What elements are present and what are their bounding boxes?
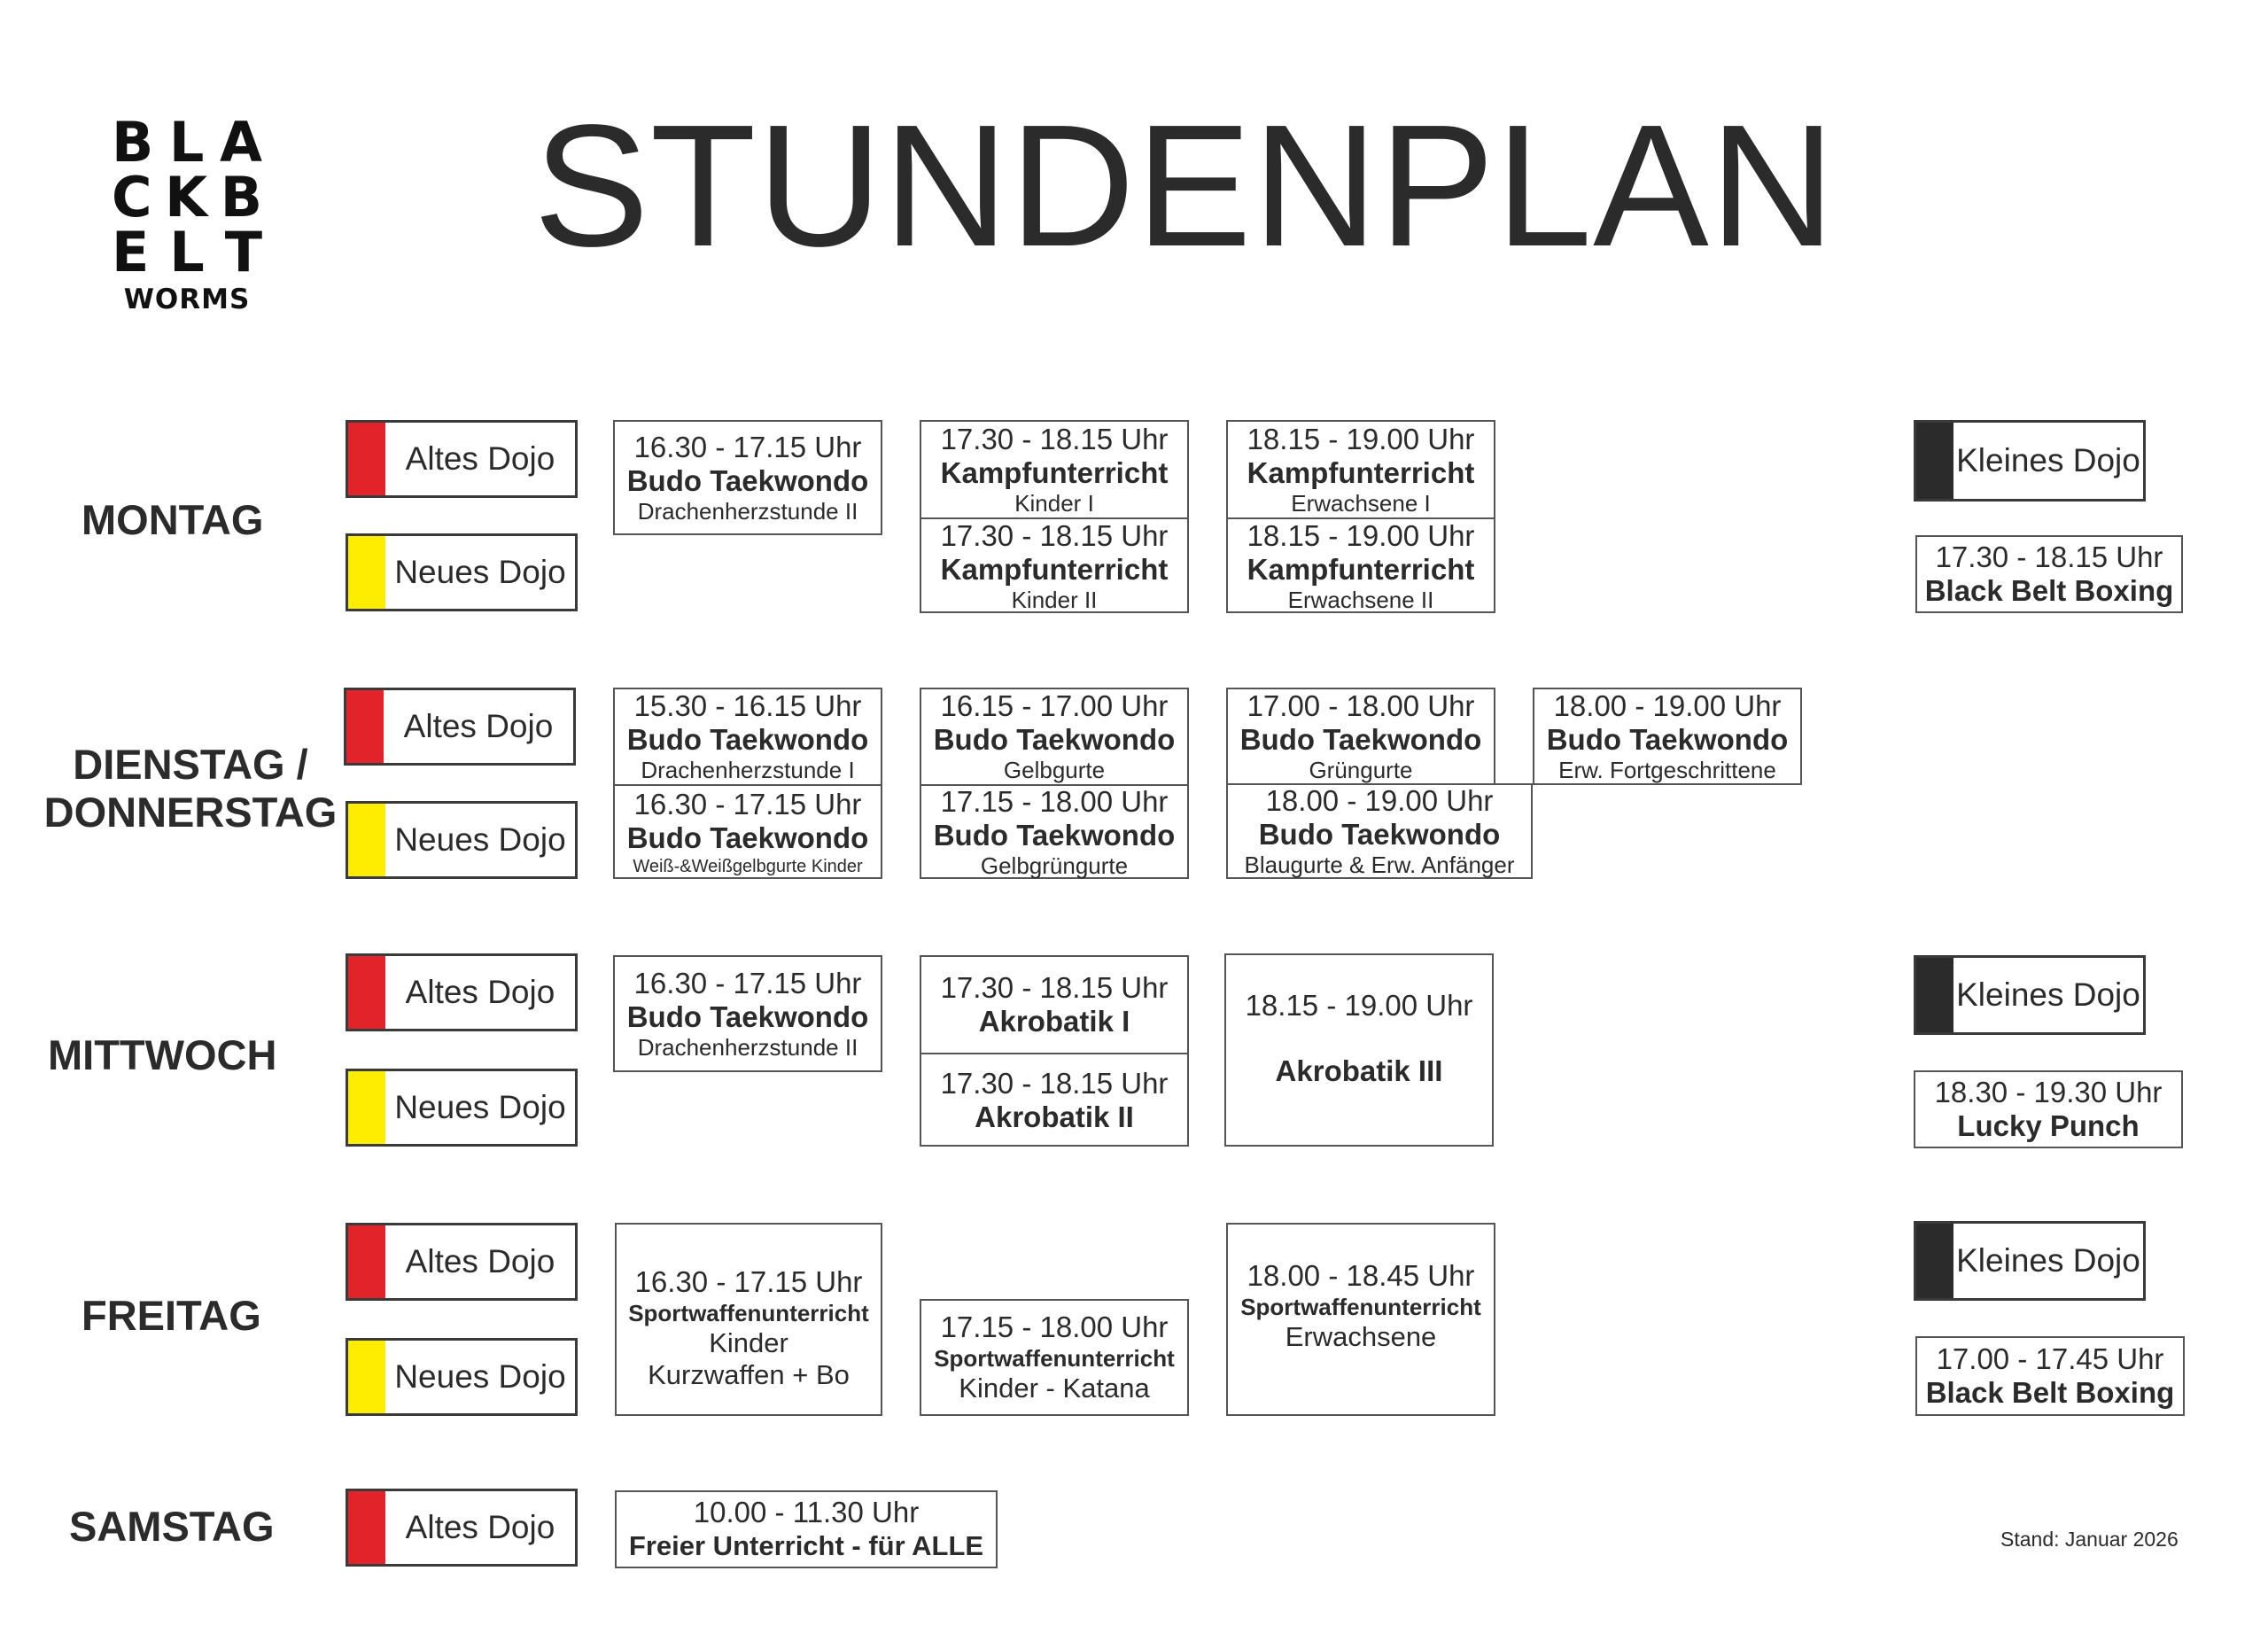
class-group: Erwachsene I (1291, 489, 1431, 517)
class-name: Akrobatik I (978, 1005, 1130, 1038)
room-label: Neues Dojo (394, 1358, 566, 1395)
class-time: 18.15 - 19.00 Uhr (1245, 989, 1473, 1022)
color-swatch (348, 956, 385, 1029)
class-group: Weiß-&Weißgelbgurte Kinder (633, 856, 863, 876)
class-time: 18.00 - 19.00 Uhr (1265, 783, 1494, 817)
class-time: 18.30 - 19.30 Uhr (1934, 1076, 2163, 1108)
class-time: 17.30 - 18.15 Uhr (940, 1067, 1169, 1100)
logo-letter: K (165, 165, 208, 229)
class-group: Gelbgurte (1003, 757, 1106, 783)
room-label: Kleines Dojo (1956, 442, 2140, 478)
day-mittwoch: MITTWOCH (48, 1031, 277, 1078)
logo-letter: B (220, 165, 262, 229)
class-group: Kinder (709, 1327, 788, 1358)
room-label: Kleines Dojo (1956, 976, 2140, 1013)
room-kleines-dojo (1914, 1221, 2146, 1301)
class-name: Kampfunterricht (1247, 552, 1475, 586)
class-name: Sportwaffenunterricht (1240, 1294, 1481, 1320)
room-altes-dojo (346, 1223, 578, 1301)
class-group: Drachenherzstunde II (637, 497, 858, 525)
room-label: Neues Dojo (394, 554, 566, 590)
logo-city: WORMS (123, 284, 251, 315)
room-altes-dojo (344, 688, 576, 766)
class-time: 18.00 - 18.45 Uhr (1247, 1259, 1475, 1292)
room-label: Neues Dojo (394, 1089, 566, 1125)
class-name: Budo Taekwondo (1546, 722, 1789, 756)
class-box (1224, 953, 1494, 1147)
color-swatch (348, 1341, 385, 1413)
class-group: Erwachsene II (1287, 586, 1434, 613)
class-time: 17.30 - 18.15 Uhr (940, 971, 1169, 1004)
class-name: Budo Taekwondo (626, 820, 869, 854)
class-name: Budo Taekwondo (1258, 817, 1501, 851)
class-box (1226, 783, 1533, 879)
class-time: 17.30 - 18.15 Uhr (940, 518, 1169, 552)
logo-letter: B (112, 110, 154, 175)
class-name: Kampfunterricht (940, 552, 1169, 586)
room-neues-dojo (346, 1338, 578, 1416)
class-time: 17.30 - 18.15 Uhr (1935, 541, 2163, 573)
class-box (613, 688, 882, 879)
logo-letter: E (112, 220, 150, 284)
day-donnerstag: DONNERSTAG (43, 789, 338, 836)
room-kleines-dojo (1914, 955, 2146, 1035)
class-group: Blaugurte & Erw. Anfänger (1244, 851, 1515, 878)
room-label: Altes Dojo (405, 440, 555, 477)
day-samstag: SAMSTAG (69, 1503, 275, 1550)
class-name: Lucky Punch (1957, 1109, 2140, 1142)
color-swatch (348, 423, 385, 495)
room-label: Kleines Dojo (1956, 1242, 2140, 1279)
day-dienstag: DIENSTAG / (73, 741, 308, 788)
room-neues-dojo (346, 801, 578, 879)
class-time: 17.15 - 18.00 Uhr (940, 785, 1169, 818)
class-box (920, 1299, 1189, 1416)
room-label: Altes Dojo (405, 974, 555, 1010)
class-name: Budo Taekwondo (933, 723, 1176, 756)
color-swatch (1916, 423, 1953, 499)
class-group: Erw. Fortgeschrittene (1558, 756, 1776, 783)
class-name: Budo Taekwondo (1239, 722, 1482, 756)
class-box (920, 420, 1189, 613)
color-swatch (348, 1071, 385, 1144)
class-name: Budo Taekwondo (626, 999, 869, 1033)
class-time: 17.00 - 17.45 Uhr (1936, 1342, 2164, 1375)
class-box (613, 955, 882, 1072)
class-name: Black Belt Boxing (1925, 1376, 2175, 1409)
class-time: 16.30 - 17.15 Uhr (634, 1265, 863, 1298)
class-time: 17.15 - 18.00 Uhr (940, 1310, 1169, 1343)
class-box (1226, 688, 1495, 785)
room-kleines-dojo (1914, 420, 2146, 502)
class-box (1914, 1070, 2183, 1148)
class-box (1226, 1223, 1495, 1416)
class-group: Erwachsene (1285, 1321, 1437, 1352)
class-box (615, 1490, 998, 1568)
class-group: Kinder II (1011, 586, 1098, 613)
class-name: Sportwaffenunterricht (934, 1345, 1175, 1372)
logo-letter: L (168, 110, 205, 175)
class-box (613, 420, 882, 535)
logo-letter: T (224, 220, 262, 284)
class-group: Gelbgrüngurte (980, 852, 1129, 879)
class-name: Budo Taekwondo (626, 463, 869, 497)
class-box (1915, 535, 2183, 613)
class-time: 16.15 - 17.00 Uhr (940, 689, 1169, 722)
class-name: Budo Taekwondo (626, 723, 869, 756)
class-box (1533, 688, 1802, 785)
class-time: 18.00 - 19.00 Uhr (1553, 688, 1782, 722)
class-time: 18.15 - 19.00 Uhr (1247, 422, 1475, 455)
logo-letter: L (169, 220, 205, 284)
class-name: Kampfunterricht (1247, 455, 1475, 489)
class-time: 16.30 - 17.15 Uhr (633, 430, 862, 463)
room-altes-dojo (346, 1489, 578, 1567)
class-box (1226, 420, 1495, 613)
color-swatch (348, 1491, 385, 1564)
class-detail: Kurzwaffen + Bo (648, 1359, 850, 1390)
room-label: Altes Dojo (405, 1509, 555, 1545)
logo-letter: C (112, 165, 152, 229)
class-box (920, 688, 1189, 879)
room-label: Altes Dojo (405, 1243, 555, 1279)
class-time: 16.30 - 17.15 Uhr (633, 966, 862, 999)
day-dienstag-donnerstag (35, 741, 346, 836)
page-title: STUNDENPLAN (533, 89, 1837, 283)
class-name: Akrobatik III (1275, 1054, 1443, 1087)
room-altes-dojo (346, 953, 578, 1031)
color-swatch (348, 1225, 385, 1298)
color-swatch (1916, 1224, 1953, 1298)
class-name: Black Belt Boxing (1924, 574, 2174, 607)
class-group: Drachenherzstunde I (641, 757, 855, 783)
class-time: 16.30 - 17.15 Uhr (633, 787, 862, 820)
class-name: Akrobatik II (975, 1100, 1134, 1133)
day-montag: MONTAG (82, 496, 264, 543)
class-group: Grüngurte (1309, 756, 1413, 783)
color-swatch (348, 804, 385, 876)
class-box (1915, 1336, 2185, 1416)
class-name: Sportwaffenunterricht (628, 1300, 869, 1326)
logo-letter: A (220, 110, 262, 175)
class-time: 17.30 - 18.15 Uhr (940, 422, 1169, 455)
stand-date: Stand: Januar 2026 (2000, 1528, 2179, 1551)
color-swatch (348, 536, 385, 609)
room-altes-dojo (346, 420, 578, 498)
class-group: Kinder I (1014, 489, 1094, 517)
class-time: 15.30 - 16.15 Uhr (633, 689, 862, 722)
class-time: 10.00 - 11.30 Uhr (693, 1496, 920, 1528)
room-label: Altes Dojo (403, 708, 554, 744)
class-box (615, 1223, 882, 1416)
class-box (920, 955, 1189, 1147)
class-name: Freier Unterricht - für ALLE (628, 1530, 984, 1561)
class-name: Budo Taekwondo (933, 819, 1176, 852)
room-label: Neues Dojo (394, 821, 566, 858)
class-time: 18.15 - 19.00 Uhr (1247, 518, 1475, 552)
room-neues-dojo (346, 533, 578, 611)
color-swatch (346, 690, 384, 763)
class-time: 17.00 - 18.00 Uhr (1247, 688, 1475, 722)
class-group: Kinder - Katana (959, 1373, 1150, 1404)
logo (112, 110, 262, 315)
color-swatch (1916, 958, 1953, 1032)
class-group: Drachenherzstunde II (637, 1033, 858, 1061)
class-name: Kampfunterricht (940, 455, 1169, 489)
room-neues-dojo (346, 1069, 578, 1147)
day-freitag: FREITAG (82, 1292, 261, 1339)
